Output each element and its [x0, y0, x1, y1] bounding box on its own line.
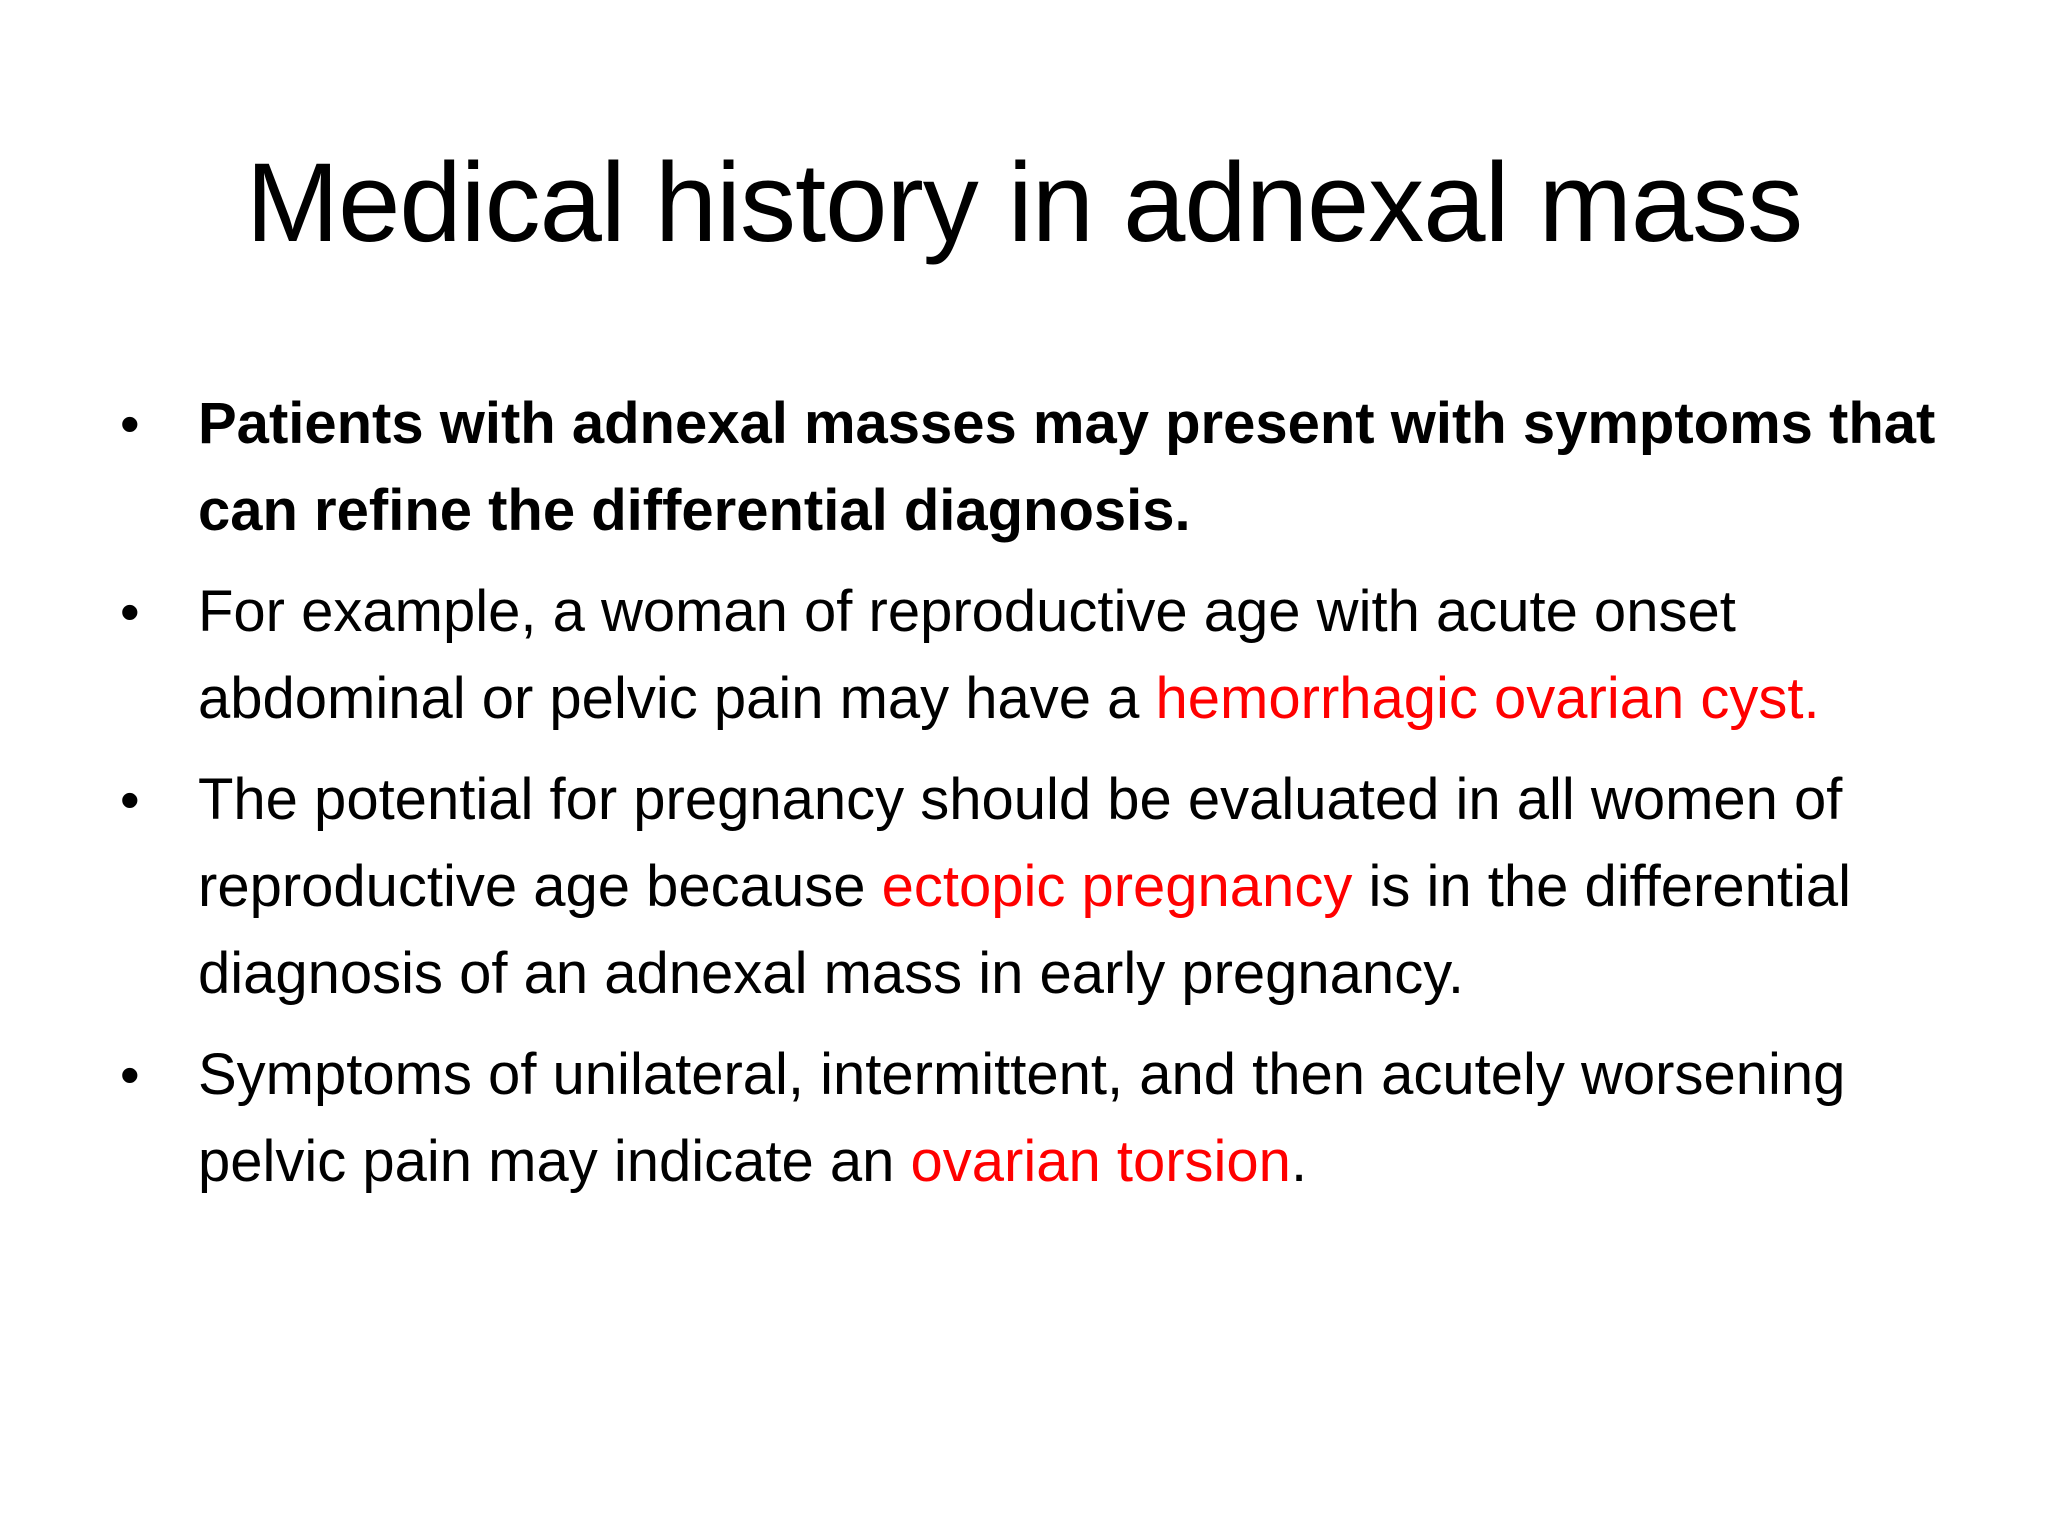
bullet-list — [120, 380, 1940, 1219]
text-segment: is in the differential diagnosis of an adnexal mass in early pregnancy. — [198, 854, 1851, 1006]
highlighted-term: ectopic pregnancy — [881, 854, 1353, 919]
highlighted-term: hemorrhagic ovarian cyst. — [1155, 666, 1820, 731]
bullet-text — [198, 1042, 1845, 1194]
bullet-item — [120, 1031, 1940, 1205]
text-segment: Symptoms of unilateral, intermittent, and then acutely worsening pelvic pain may indicate an — [198, 1042, 1846, 1194]
text-segment: For example, a woman of reproductive age with acute onset abdominal or pelvic pain may have a — [198, 579, 1736, 731]
text-segment: Patients with adnexal masses may present with symptoms that can refine the differential diagnosis. — [198, 391, 1936, 543]
bullet-dot-icon: • — [120, 392, 140, 455]
bullet-item — [120, 756, 1940, 1017]
bullet-dot-icon: • — [120, 1043, 140, 1106]
bullet-item — [120, 380, 1940, 554]
bullet-item — [120, 568, 1940, 742]
bullet-dot-icon: • — [120, 768, 140, 831]
slide-title: Medical history in adnexal mass — [245, 140, 1803, 265]
text-segment: The potential for pregnancy should be evaluated in all women of reproductive age because — [198, 767, 1843, 919]
text-segment: . — [1290, 1129, 1308, 1194]
highlighted-term: ovarian torsion — [910, 1129, 1291, 1194]
bullet-text — [198, 767, 1851, 1006]
bullet-text — [198, 579, 1820, 731]
bullet-text — [198, 391, 1935, 543]
bullet-dot-icon: • — [120, 580, 140, 643]
